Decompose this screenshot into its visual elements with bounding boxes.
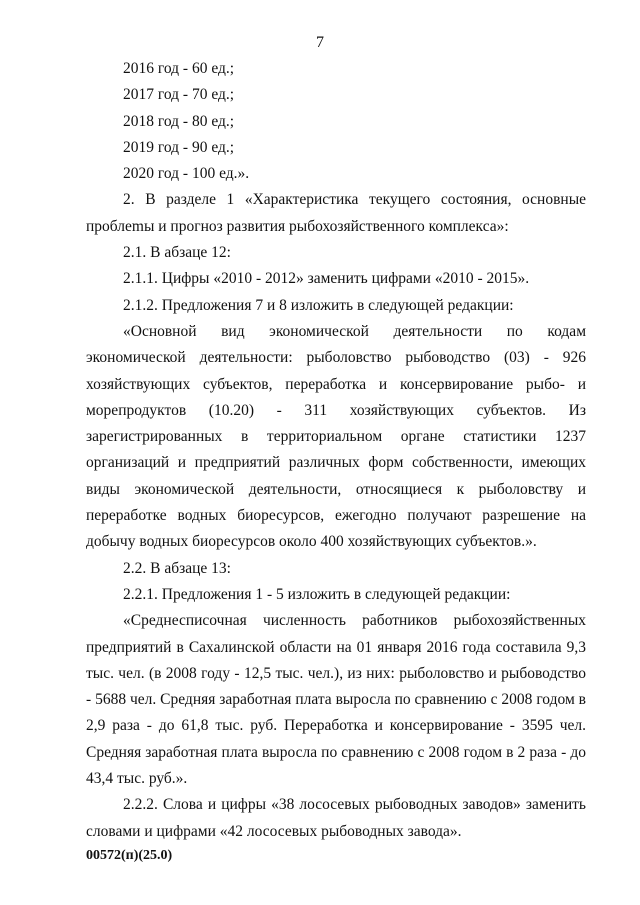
paragraph-section-2: 2. В разделе 1 «Характеристика текущего состояния, основные проблеmы и прогноз развития рыбохозяйственного комплекса»:: [86, 191, 586, 235]
year-line-2020: 2020 год - 100 ед.».: [123, 165, 250, 183]
quoted-paragraph-economic-activity: «Основной вид экономической деятельности по кодам экономической деятельности: рыболовство рыбоводство (03) - 926 хозяйствующих субъектов, переработка и консервирование рыбо- и морепродуктов (10.20) - 311 хозяйствующих субъектов. Из зарегистрированных в территориальном органе статистики 1237 организаций и предприятий различных форм собственности, имеющих виды экономической деятельности, относящиеся к рыболовству и переработке водных биоресурсов, ежегодно получают разрешение на добычу водных биоресурсов около 400 хозяйствующих субъектов.».: [86, 322, 586, 551]
paragraph-2-1-1: 2.1.1. Цифры «2010 - 2012» заменить цифрами «2010 - 2015».: [123, 270, 530, 288]
paragraph-2-2: 2.2. В абзаце 13:: [123, 559, 231, 577]
paragraph-2-1-2: 2.1.2. Предложения 7 и 8 изложить в следующей редакции:: [123, 296, 514, 314]
year-line-2018: 2018 год - 80 ед.;: [123, 112, 235, 130]
year-line-2019: 2019 год - 90 ед.;: [123, 138, 235, 156]
quoted-paragraph-employees: «Среднесписочная численность работников рыбохозяйственных предприятий в Сахалинской области на 01 января 2016 года составила 9,3 тыс. чел. (в 2008 году - 12,5 тыс. чел.), из них: рыболовство и рыбоводство - 5688 чел. Средняя заработная плата выросла по сравнению с 2008 годом в 2,9 раза - до 61,8 тыс. руб. Переработка и консервирование - 3595 чел. Средняя заработная плата выросла по сравнению с 2008 годом в 2 раза - до 43,4 тыс. руб.».: [86, 612, 586, 788]
document-body: [86, 56, 586, 845]
document-code: 00572(п)(25.0): [86, 848, 173, 863]
paragraph-2-2-1: 2.2.1. Предложения 1 - 5 изложить в следующей редакции:: [123, 585, 511, 603]
year-line-2016: 2016 год - 60 ед.;: [123, 60, 235, 77]
paragraph-2-2-2: 2.2.2. Слова и цифры «38 лососевых рыбоводных заводов» заменить словами и цифрами «42 лососевых рыбоводных завода».: [86, 796, 586, 840]
paragraph-2-1: 2.1. В абзаце 12:: [123, 244, 231, 262]
page-number: 7: [316, 34, 324, 51]
year-line-2017: 2017 год - 70 ед.;: [123, 86, 235, 104]
